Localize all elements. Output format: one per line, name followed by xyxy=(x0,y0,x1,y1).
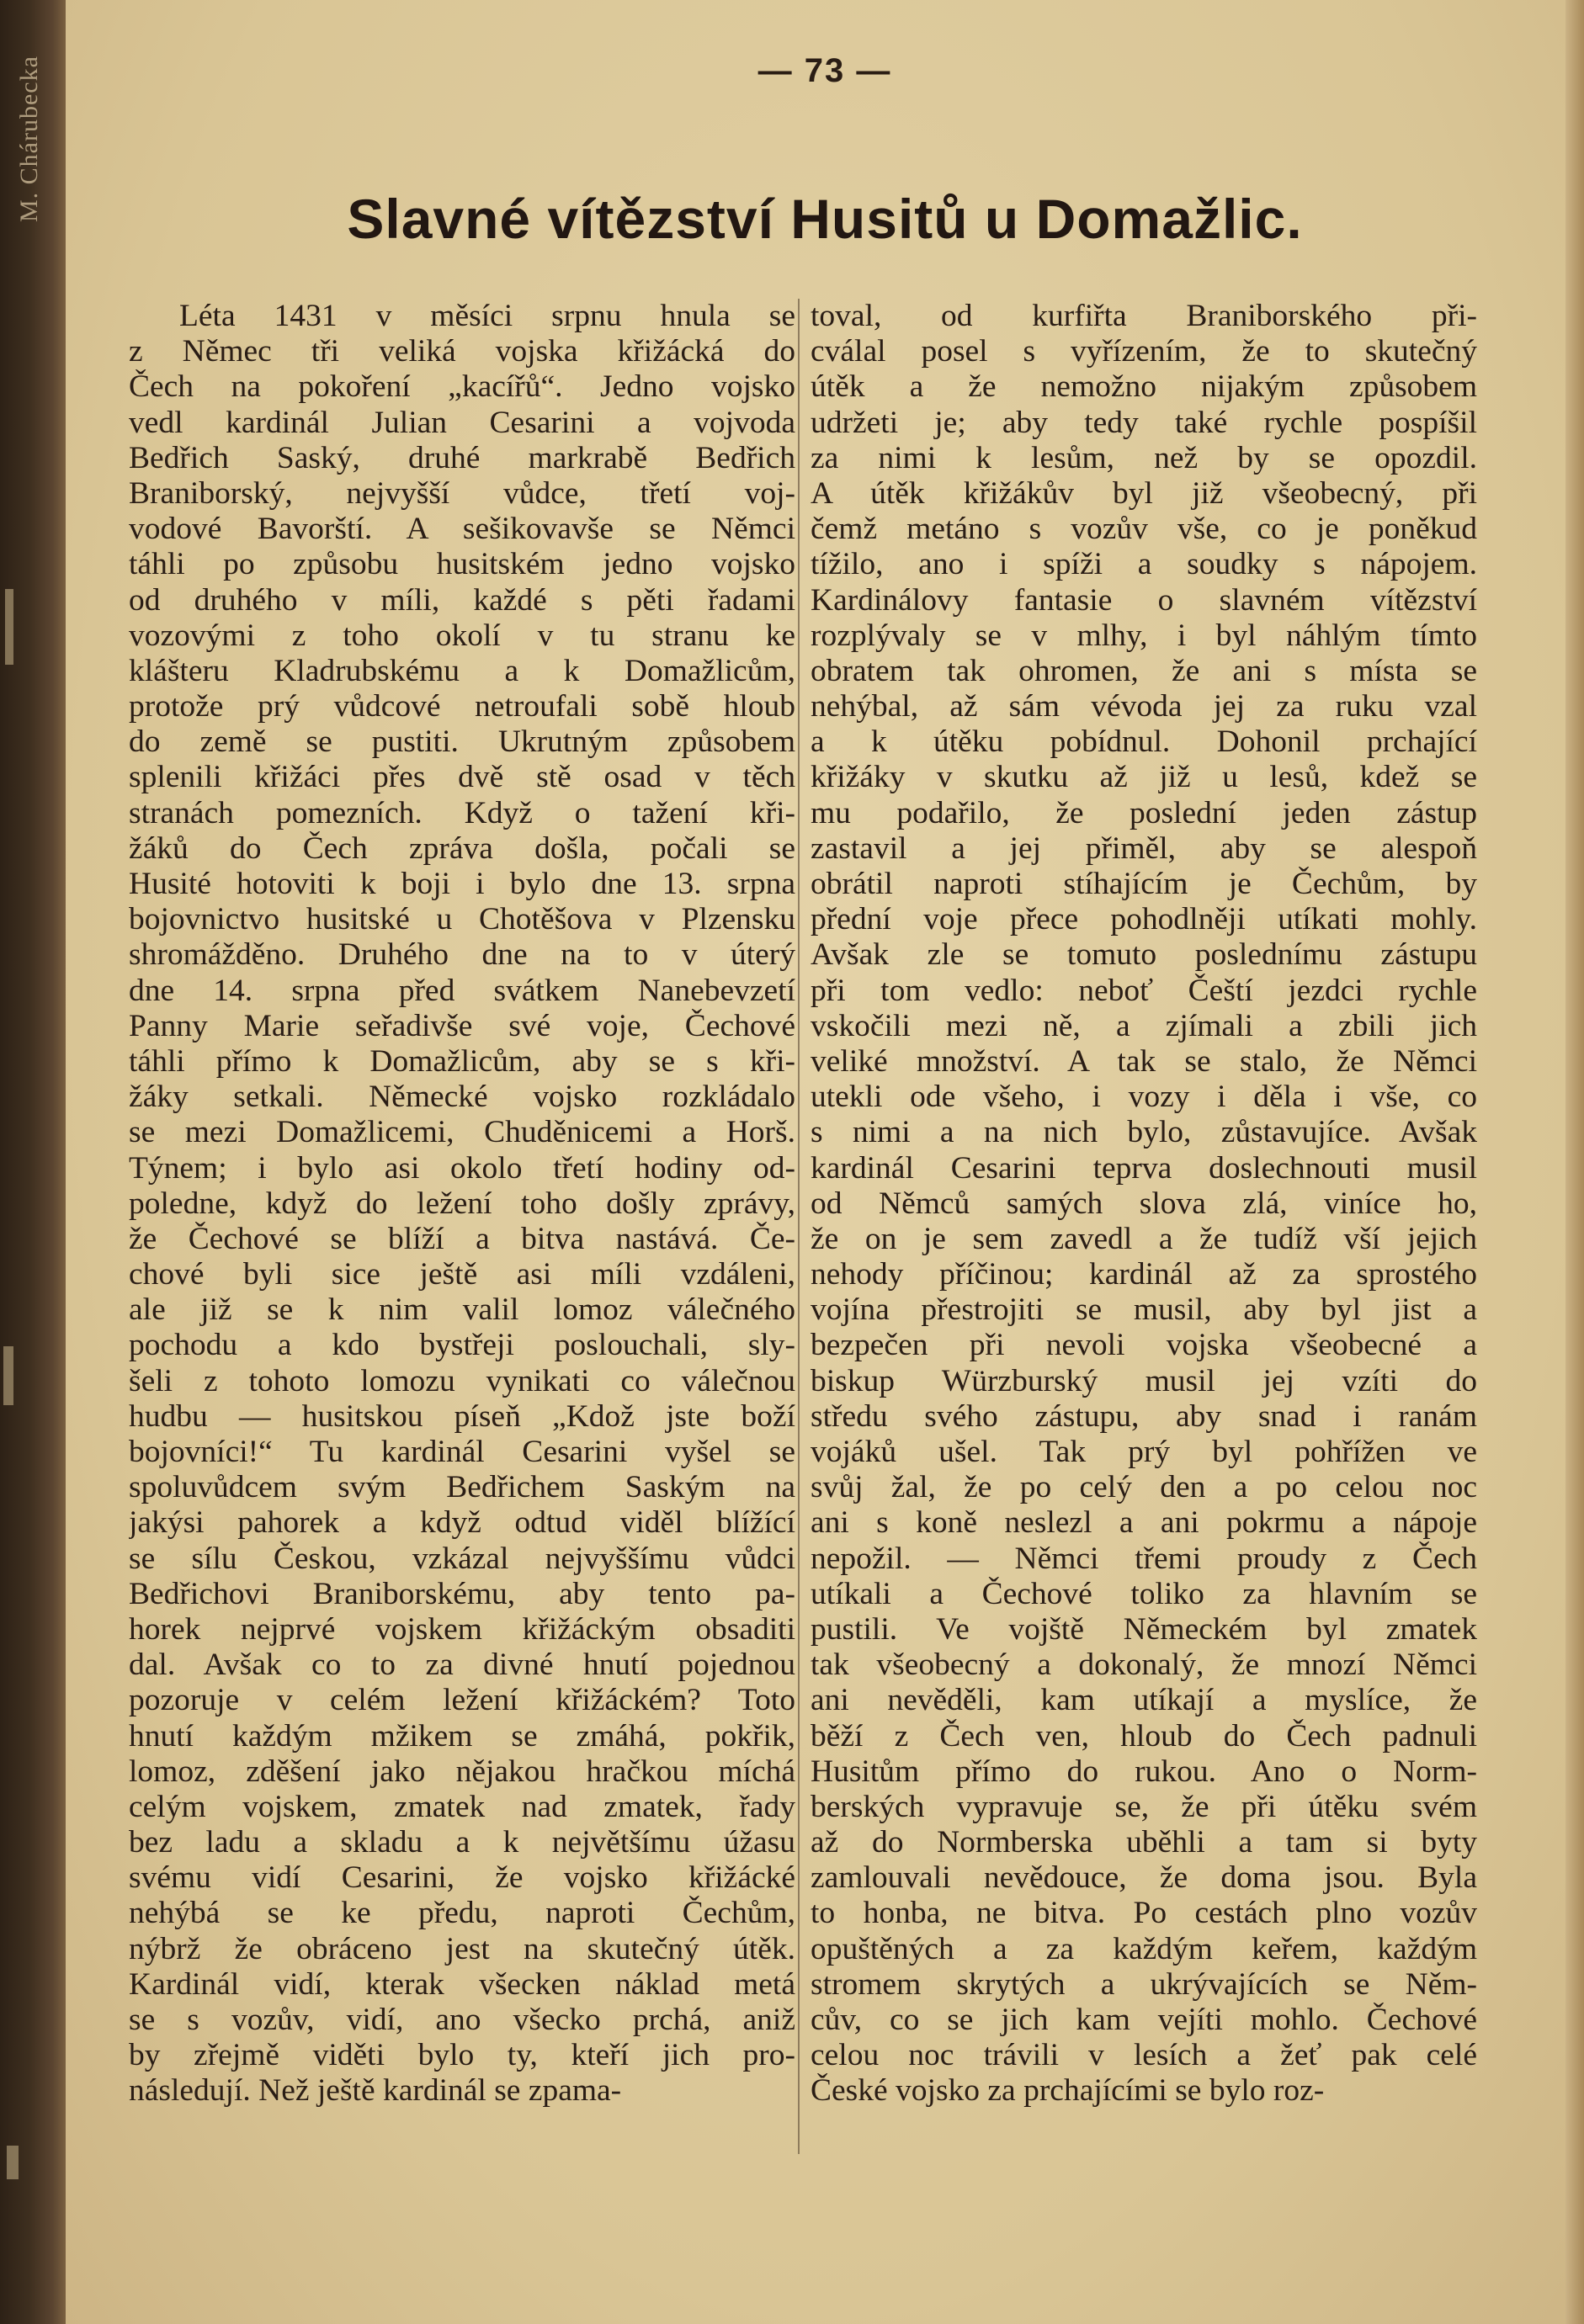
text-line: od Němců samých slova zlá, viníce ho, xyxy=(811,1186,1477,1221)
text-line: tížilo, ano i spíži a soudky s nápojem. xyxy=(811,547,1477,582)
text-line: při tom vedlo: neboť Čeští jezdci rychle xyxy=(811,973,1477,1008)
page-number: — 73 — xyxy=(757,52,892,89)
text-line: protože prý vůdcové netroufali sobě hloub xyxy=(129,689,795,724)
text-line: nehody příčinou; kardinál až za sprostého xyxy=(811,1257,1477,1292)
text-line: bojovnictvo husitské u Chotěšova v Plzensku xyxy=(129,902,795,937)
text-line: zamlouvali nevědouce, že doma jsou. Byla xyxy=(811,1860,1477,1896)
text-line: zastavil a jej přiměl, aby se alespoň xyxy=(811,830,1477,866)
text-line: veliké množství. A tak se stalo, že Němci xyxy=(811,1043,1477,1079)
text-line: šeli z tohoto lomozu vynikati co válečnou xyxy=(129,1363,795,1398)
text-column-left xyxy=(129,299,795,2109)
text-line: svému vidí Cesarini, že vojsko křižácké xyxy=(129,1860,795,1896)
text-line: středu svého zástupu, aby snad i ranám xyxy=(811,1398,1477,1434)
text-line: biskup Würzburský musil jej vzíti do xyxy=(811,1363,1477,1398)
text-line: vojáků ušel. Tak prý byl pohřížen ve xyxy=(811,1435,1477,1469)
text-line: splenili křižáci přes dvě stě osad v těch xyxy=(129,760,795,795)
text-line: spoluvůdcem svým Bedřichem Saským na xyxy=(129,1470,795,1505)
text-line: Kardinálovy fantasie o slavném vítězství xyxy=(811,582,1477,618)
chapter-title: Slavné vítězství Husitů u Domažlic. xyxy=(347,188,1303,250)
text-line: cválal posel s vyřízením, že to skutečný xyxy=(811,334,1477,369)
text-line: vskočili mezi ně, a zjímali a zbili jich xyxy=(811,1008,1477,1043)
text-line: žáky setkali. Německé vojsko rozkládalo xyxy=(129,1080,795,1115)
text-line: nehýbal, až sám vévoda jej za ruku vzal xyxy=(811,689,1477,724)
text-line: toval, od kurfiřta Braniborského při- xyxy=(811,299,1477,333)
text-line: Avšak zle se tomuto poslednímu zástupu xyxy=(811,937,1477,973)
text-line: opuštěných a za každým keřem, každým xyxy=(811,1931,1477,1966)
text-line: ale již se k nim valil lomoz válečného xyxy=(129,1292,795,1328)
text-line: čemž metáno s vozův vše, co je poněkud xyxy=(811,512,1477,547)
text-line: následují. Než ještě kardinál se zpama- xyxy=(129,2073,622,2109)
text-line: nepožil. — Němci třemi proudy z Čech xyxy=(811,1541,1477,1576)
text-line: ani nevěděli, kam utíkají a myslíce, že xyxy=(811,1683,1477,1718)
text-line: za nimi k lesům, než by se opozdil. xyxy=(811,440,1477,475)
text-line: stromem skrytých a ukrývajících se Něm- xyxy=(811,1966,1477,2002)
text-line: rozplývaly se v mlhy, i byl náhlým tímto xyxy=(811,618,1477,653)
text-line: od druhého v míli, každé s pěti řadami xyxy=(129,582,795,618)
book-spine xyxy=(0,0,66,2324)
text-line: vojína přestrojiti se musil, aby byl jist a xyxy=(811,1292,1477,1328)
text-line: hnutí každým mžikem se zmáhá, pokřik, xyxy=(129,1718,795,1754)
text-line: až do Normberska uběhli a tam si byty xyxy=(811,1825,1477,1860)
text-line: obratem tak ohromen, že ani s místa se xyxy=(811,653,1477,688)
text-line: Kardinál vidí, kterak všecken náklad metá xyxy=(129,1966,795,2002)
text-line: z Němec tři veliká vojska křižácká do xyxy=(129,334,795,369)
text-line: pozoruje v celém ležení křižáckém? Toto xyxy=(129,1683,795,1718)
text-line: že Čechové se blíží a bitva nastává. Če- xyxy=(129,1221,795,1256)
text-line: vozovými z toho okolí v tu stranu ke xyxy=(129,618,795,653)
text-line: dal. Avšak co to za divné hnutí pojednou xyxy=(129,1647,795,1683)
text-line: útěk a že nemožno nijakým způsobem xyxy=(811,369,1477,405)
text-line: bez ladu a skladu a k největšímu úžasu xyxy=(129,1825,795,1860)
text-line: hudbu — husitskou píseň „Kdož jste boží xyxy=(129,1398,795,1434)
text-line: obrátil naproti stíhajícím je Čechům, by xyxy=(811,867,1477,901)
text-line: bojovníci!“ Tu kardinál Cesarini vyšel se xyxy=(129,1435,795,1469)
text-line: to honba, ne bitva. Po cestách plno vozův xyxy=(811,1896,1477,1931)
text-line: pustili. Ve vojště Německém byl zmatek xyxy=(811,1611,1477,1647)
text-line: táhli po způsobu husitském jedno vojsko xyxy=(129,547,795,582)
text-line: utekli ode všeho, i vozy i děla i vše, co xyxy=(811,1080,1477,1115)
text-line: chové byli sice ještě asi míli vzdáleni, xyxy=(129,1257,795,1292)
spine-wear-mark xyxy=(7,2146,19,2179)
text-line: by zřejmě viděti bylo ty, kteří jich pro- xyxy=(129,2038,795,2073)
text-line: přední voje přece pohodlněji utíkati mohly. xyxy=(811,902,1477,937)
text-line: běží z Čech ven, hloub do Čech padnuli xyxy=(811,1718,1477,1754)
text-line: vodové Bavorští. A sešikovavše se Němci xyxy=(129,512,795,547)
text-line: žáků do Čech zpráva došla, počali se xyxy=(129,830,795,866)
text-line: Bedřichovi Braniborskému, aby tento pa- xyxy=(129,1576,795,1611)
text-line: že on je sem zavedl a že tudíž vší jejich xyxy=(811,1221,1477,1256)
text-line: Léta 1431 v měsíci srpnu hnula se xyxy=(179,299,795,333)
text-line: kardinál Cesarini teprva doslechnouti musil xyxy=(811,1150,1477,1186)
page-edge xyxy=(1565,0,1584,2324)
text-line: pochodu a kdo bystřeji poslouchali, sly- xyxy=(129,1328,795,1363)
text-line: se mezi Domažlicemi, Chuděnicemi a Horš. xyxy=(129,1115,795,1150)
text-line: s nimi a na nich bylo, zůstavujíce. Avšak xyxy=(811,1115,1477,1150)
text-line: berských vypravuje se, že při útěku svém xyxy=(811,1789,1477,1824)
text-line: A útěk křižákův byl již všeobecný, při xyxy=(811,475,1477,511)
column-divider xyxy=(798,299,800,2154)
text-line: poledne, když do ležení toho došly zprávy, xyxy=(129,1186,795,1221)
text-line: dne 14. srpna před svátkem Nanebevzetí xyxy=(129,973,795,1008)
spine-label: M. Chárubecka xyxy=(15,56,43,222)
spine-wear-mark xyxy=(5,589,13,665)
text-line: České vojsko za prchajícími se bylo roz- xyxy=(811,2073,1325,2109)
text-line: Braniborský, nejvyšší vůdce, třetí voj- xyxy=(129,475,795,511)
text-line: táhli přímo k Domažlicům, aby se s kři- xyxy=(129,1043,795,1079)
text-line: Čech na pokoření „kacířů“. Jedno vojsko xyxy=(129,369,795,405)
text-line: Husitům přímo do rukou. Ano o Norm- xyxy=(811,1754,1477,1789)
text-line: horek nejprvé vojskem křižáckým obsaditi xyxy=(129,1611,795,1647)
text-line: do země se pustiti. Ukrutným způsobem xyxy=(129,724,795,760)
text-line: udržeti je; aby tedy také rychle pospíšil xyxy=(811,405,1477,440)
text-line: utíkali a Čechové toliko za hlavním se xyxy=(811,1576,1477,1611)
text-line: svůj žal, že po celý den a po celou noc xyxy=(811,1470,1477,1505)
text-line: cův, co se jich kam vejíti mohlo. Čechové xyxy=(811,2003,1477,2037)
text-line: vedl kardinál Julian Cesarini a vojvoda xyxy=(129,405,795,440)
text-line: a k útěku pobídnul. Dohonil prchající xyxy=(811,724,1477,760)
text-line: celou noc trávili v lesích a žeť pak celé xyxy=(811,2038,1477,2073)
text-line: Týnem; i bylo asi okolo třetí hodiny od- xyxy=(129,1150,795,1186)
text-line: shromážděno. Druhého dne na to v úterý xyxy=(129,937,795,973)
text-line: Panny Marie seřadivše své voje, Čechové xyxy=(129,1008,795,1043)
text-line: ani s koně neslezl a ani pokrmu a nápoje xyxy=(811,1505,1477,1541)
text-line: klášteru Kladrubskému a k Domažlicům, xyxy=(129,653,795,688)
book-page xyxy=(66,0,1584,2324)
text-line: Bedřich Saský, druhé markrabě Bedřich xyxy=(129,440,795,475)
text-line: mu podařilo, že poslední jeden zástup xyxy=(811,795,1477,830)
spine-wear-mark xyxy=(3,1346,13,1405)
text-line: lomoz, zděšení jako nějakou hračkou míchá xyxy=(129,1754,795,1789)
text-line: bezpečen při nevoli vojska všeobecné a xyxy=(811,1328,1477,1363)
text-line: nehýbá se ke předu, naproti Čechům, xyxy=(129,1896,795,1931)
text-line: tak všeobecný a dokonalý, že mnozí Němci xyxy=(811,1647,1477,1683)
text-line: Husité hotoviti k boji i bylo dne 13. srpna xyxy=(129,867,795,901)
text-line: křižáky v skutku až již u lesů, kdež se xyxy=(811,760,1477,795)
text-line: stranách pomezních. Když o tažení kři- xyxy=(129,795,795,830)
text-line: se sílu Českou, vzkázal nejvyššímu vůdci xyxy=(129,1541,795,1576)
text-line: celým vojskem, zmatek nad zmatek, řady xyxy=(129,1789,795,1824)
text-line: nýbrž že obráceno jest na skutečný útěk. xyxy=(129,1931,795,1966)
text-line: se s vozův, vidí, ano všecko prchá, aniž xyxy=(129,2003,795,2037)
text-line: jakýsi pahorek a když odtud viděl blížící xyxy=(129,1505,795,1541)
text-column-right xyxy=(811,299,1477,2109)
